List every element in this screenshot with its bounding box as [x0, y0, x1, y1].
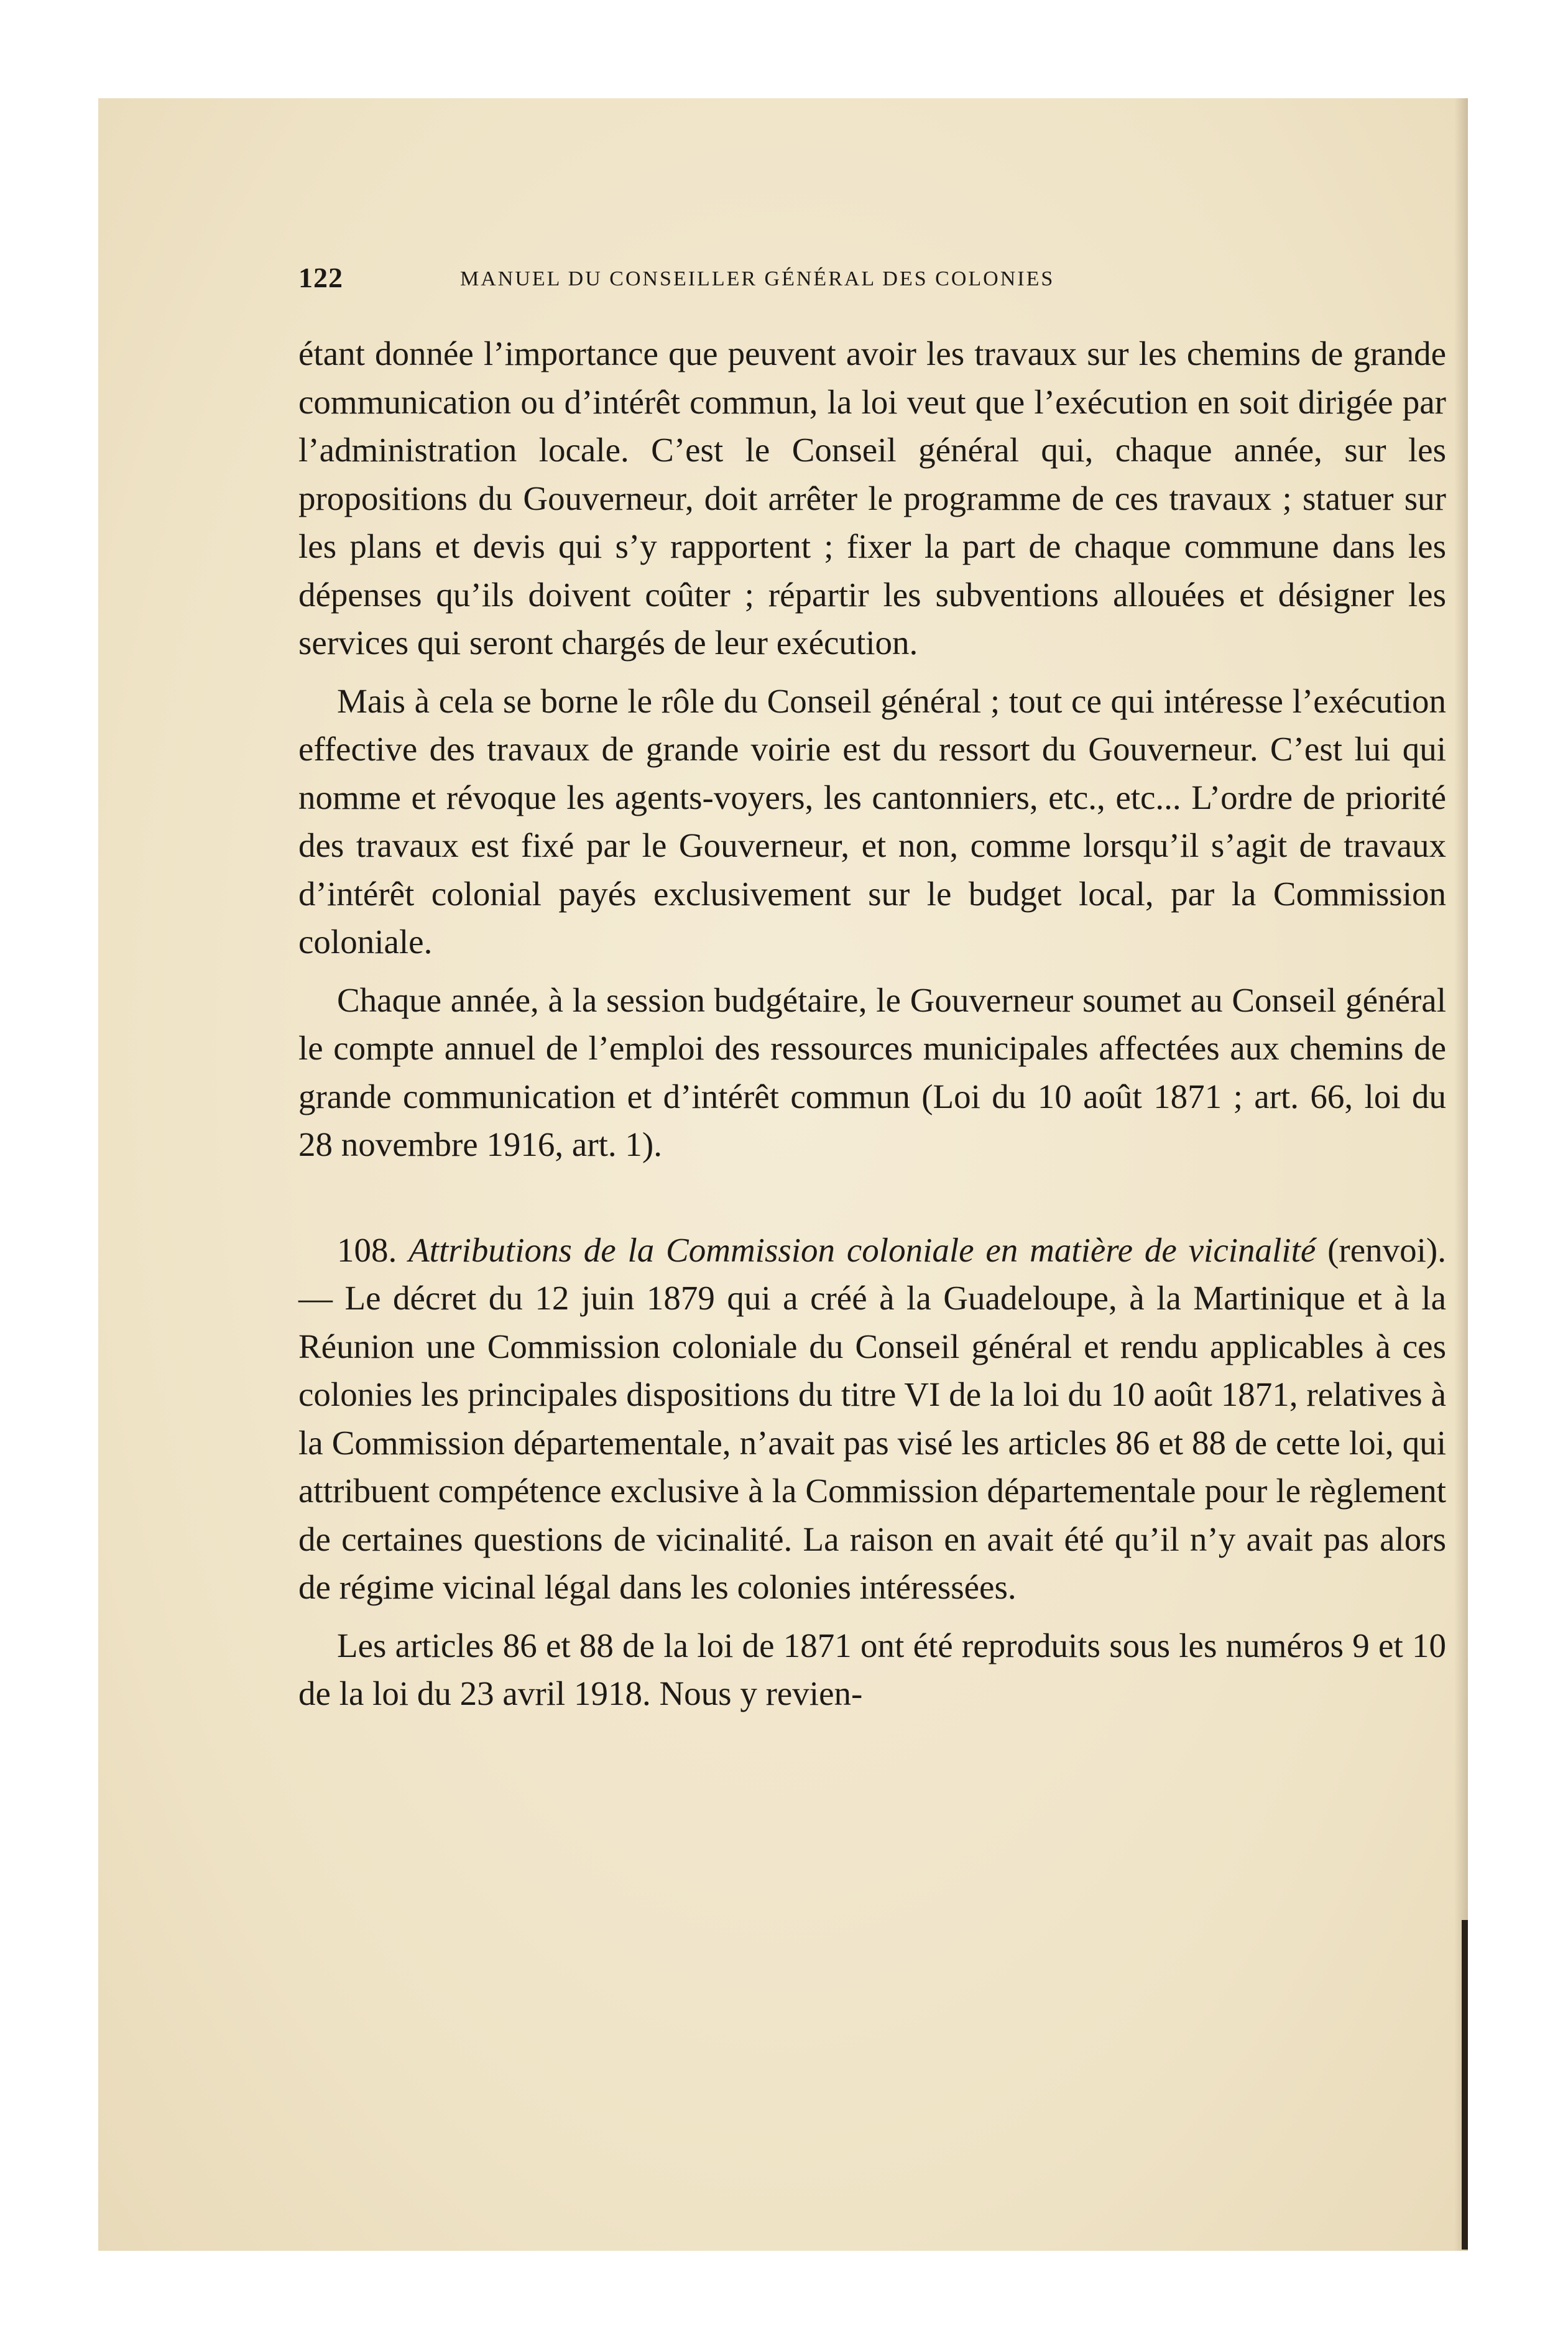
paragraph-continuation: étant donnée l’importance que peuvent avoir les travaux sur les chemins de grande communication ou d’intérêt commun, la loi veut que l’exécution en soit dirigée par l’administration locale. C’est le Conseil général qui, chaque année, sur les propositions du Gouverneur, doit arrêter le programme de ces travaux ; statuer sur les plans et devis qui s’y rapportent ; fixer la part de chaque commune dans les dépenses qu’ils doivent coûter ; répartir les subventions allouées et désigner les services qui seront chargés de leur exécution.	[298, 335, 1446, 662]
section-title: Attributions de la Commission coloniale en matière de vicinalité	[408, 1230, 1316, 1269]
page-edge-mark	[1462, 1920, 1468, 2250]
section-text: (renvoi). — Le décret du 12 juin 1879 qui a créé à la Guadeloupe, à la Martinique et à la Réunion une Commission coloniale du Conseil général et rendu applicables à ces colonies les principales dispositions du titre VI de la loi du 10 août 1871, relatives à la Commission départementale, n’avait pas visé les articles 86 et 88 de cette loi, qui attribuent compétence exclusive à la Commission départementale pour le règlement de certaines questions de vicinalité. La raison en avait été qu’il n’y avait pas alors de régime vicinal légal dans les colonies intéressées.	[298, 1230, 1446, 1606]
page-number: 122	[298, 262, 343, 293]
body-text	[298, 330, 1446, 1718]
paragraph: Mais à cela se borne le rôle du Conseil général ; tout ce qui intéresse l’exécution effective des travaux de grande voirie est du ressort du Gouverneur. C’est lui qui nomme et révoque les agents-voyers, les cantonniers, etc., etc... L’ordre de priorité des travaux est fixé par le Gouverneur, et non, comme lorsqu’il s’agit de travaux d’intérêt colonial payés exclusivement sur le budget local, par la Commission coloniale.	[298, 681, 1446, 961]
page-header	[298, 261, 1442, 298]
book-page	[98, 98, 1468, 2251]
section-number: 108.	[337, 1230, 397, 1269]
section-108	[298, 1226, 1446, 1612]
paragraph: Chaque année, à la session budgétaire, le Gouverneur soumet au Conseil général le compte annuel de l’emploi des ressources municipales affectées aux chemins de grande communication et d’intérêt commun (Loi du 10 août 1871 ; art. 66, loi du 28 novembre 1916, art. 1).	[298, 981, 1446, 1163]
running-head: MANUEL DU CONSEILLER GÉNÉRAL DES COLONIES	[460, 267, 1055, 290]
paragraph-last: Les articles 86 et 88 de la loi de 1871 ont été reproduits sous les numéros 9 et 10 de la loi du 23 avril 1918. Nous y revien-	[298, 1626, 1446, 1712]
